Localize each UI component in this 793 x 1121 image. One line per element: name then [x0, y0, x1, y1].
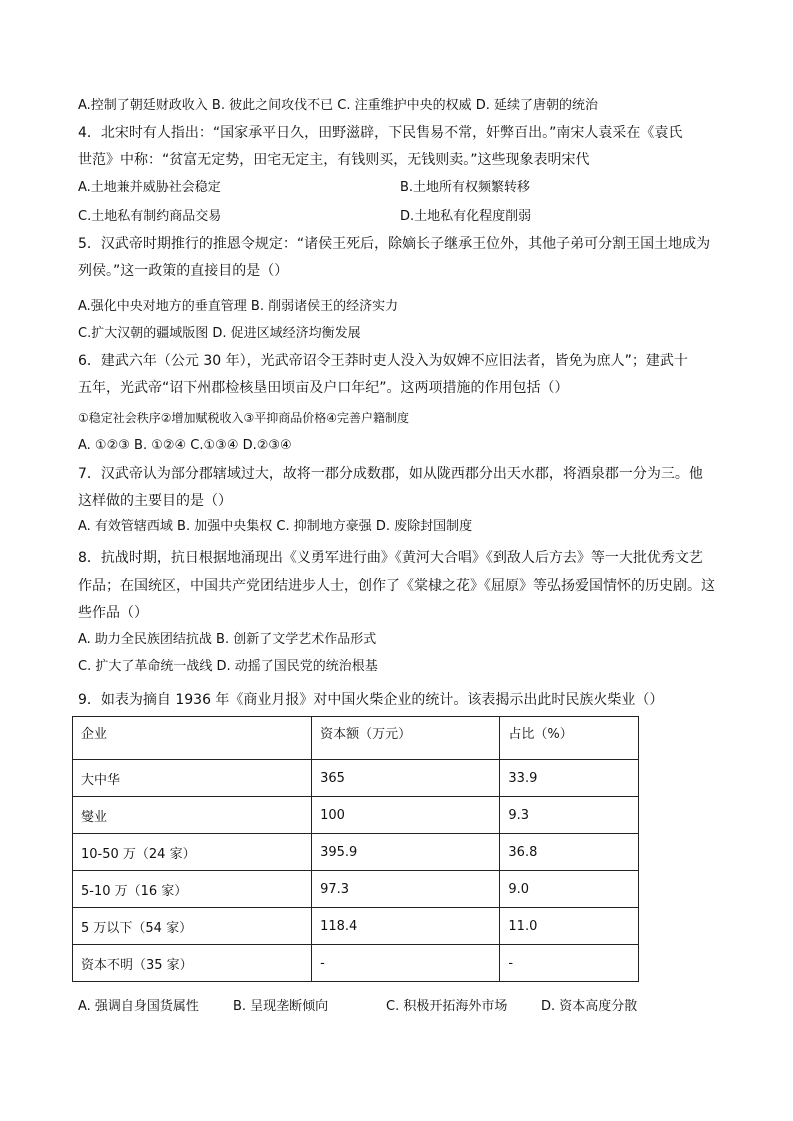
q9-stem: 9．如表为摘自 1936 年《商业月报》对中国火柴企业的统计。该表揭示出此时民族火柴业（）	[78, 692, 664, 708]
table-row	[73, 871, 639, 908]
q4-option-b: B.土地所有权频繁转移	[400, 180, 531, 195]
q4-stem-line1: 4．北宋时有人指出：“国家承平日久，田野滋辟，下民售易不常，奸弊百出。”南宋人袁采在《袁氏	[78, 125, 683, 141]
table-row	[73, 945, 639, 982]
table-cell: 资本不明（35 家）	[73, 945, 312, 982]
table-header-cell: 企业	[73, 717, 312, 760]
table-cell: 11.0	[500, 908, 639, 945]
q6-stem-line1: 6．建武六年（公元 30 年），光武帝诏令王莽时吏人没入为奴婢不应旧法者，皆免为庶人”；建武十	[78, 353, 688, 369]
q4-stem-line2: 世范》中称：“贫富无定势，田宅无定主，有钱则买，无钱则卖。”这些现象表明宋代	[78, 152, 590, 168]
q7-options: A. 有效管辖西域 B. 加强中央集权 C. 抑制地方豪强 D. 废除封国制度	[78, 519, 473, 534]
table-cell: 9.0	[500, 871, 639, 908]
q8-stem-line2: 作品；在国统区，中国共产党团结进步人士，创作了《棠棣之花》《屈原》等弘扬爱国情怀的历史剧。这	[78, 578, 715, 594]
q7-stem-line1: 7．汉武帝认为部分郡辖域过大，故将一郡分成数郡，如从陇西郡分出天水郡，将酒泉郡一分为三。他	[78, 466, 703, 482]
q9-option-b: B. 呈现垄断倾向	[233, 999, 329, 1014]
table-cell: -	[500, 945, 639, 982]
table-row	[73, 908, 639, 945]
q6-options: A. ①②③ B. ①②④ C.①③④ D.②③④	[78, 438, 292, 453]
table-cell: 大中华	[73, 760, 312, 797]
q5-options-ab: A.强化中央对地方的垂直管理 B. 削弱诸侯王的经济实力	[78, 299, 399, 314]
q5-stem-line2: 列侯。”这一政策的直接目的是（）	[78, 263, 289, 279]
table-row	[73, 760, 639, 797]
table-header-row	[73, 717, 639, 760]
q8-stem-line3: 些作品（）	[78, 605, 148, 621]
table-row	[73, 797, 639, 834]
q4-option-a: A.土地兼并威胁社会稳定	[78, 180, 221, 195]
table-cell: 97.3	[312, 871, 500, 908]
table-cell: 395.9	[312, 834, 500, 871]
table-cell: 燮业	[73, 797, 312, 834]
table-header-cell: 资本额（万元）	[312, 717, 500, 760]
q9-option-d: D. 资本高度分散	[541, 999, 638, 1014]
q5-stem-line1: 5．汉武帝时期推行的推恩令规定：“诸侯王死后，除嫡长子继承王位外，其他子弟可分割王国土地成为	[78, 236, 711, 252]
table-cell: 10-50 万（24 家）	[73, 834, 312, 871]
q9-option-a: A. 强调自身国货属性	[78, 999, 199, 1014]
q4-option-c: C.土地私有制约商品交易	[78, 209, 222, 224]
table-cell: 118.4	[312, 908, 500, 945]
table-cell: 5 万以下（54 家）	[73, 908, 312, 945]
table-cell: 100	[312, 797, 500, 834]
table-cell: 9.3	[500, 797, 639, 834]
q8-options-ab: A. 助力全民族团结抗战 B. 创新了文学艺术作品形式	[78, 632, 377, 647]
q8-options-cd: C. 扩大了革命统一战线 D. 动摇了国民党的统治根基	[78, 659, 378, 674]
table-row	[73, 834, 639, 871]
q4-option-d: D.土地私有化程度削弱	[400, 209, 532, 224]
q6-items: ①稳定社会秩序②增加赋税收入③平抑商品价格④完善户籍制度	[78, 411, 410, 425]
q7-stem-line2: 这样做的主要目的是（）	[78, 493, 232, 509]
table-cell: 365	[312, 760, 500, 797]
q8-stem-line1: 8．抗战时期，抗日根据地涌现出《义勇军进行曲》《黄河大合唱》《到敌人后方去》等一大批优秀文艺	[78, 550, 703, 566]
q3-options: A.控制了朝廷财政收入 B. 彼此之间攻伐不已 C. 注重维护中央的权威 D. 延续了唐朝的统治	[78, 98, 598, 113]
q9-option-c: C. 积极开拓海外市场	[386, 999, 508, 1014]
table-cell: 36.8	[500, 834, 639, 871]
table-cell: 5-10 万（16 家）	[73, 871, 312, 908]
match-industry-table	[72, 716, 639, 982]
table-cell: 33.9	[500, 760, 639, 797]
table-cell: -	[312, 945, 500, 982]
table-header-cell: 占比（%）	[500, 717, 639, 760]
q6-stem-line2: 五年，光武帝“诏下州郡检核垦田顷亩及户口年纪”。这两项措施的作用包括（）	[78, 380, 569, 396]
q5-options-cd: C.扩大汉朝的疆域版图 D. 促进区域经济均衡发展	[78, 326, 361, 341]
